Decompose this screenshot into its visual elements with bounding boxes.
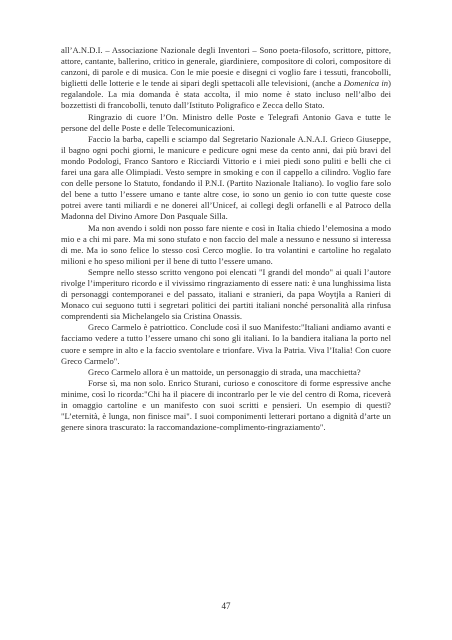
paragraph-text: ) regalandole. La mia domanda è stata accolta, il mio nome è stato incluso nell’albo dei bozzettisti di francobolli, tenuto dall’Istituto Poligrafico e Zecca dello Stato.	[61, 78, 391, 111]
paragraph-text: Faccio la barba, capelli e sciampo dal Segretario Nazionale A.N.A.I. Grieco Giuseppe, il bagno ogni pochi giorni, le manicure e pedicure ogni mese da cento anni, dai più bravi del mondo Podologi, Franco Santoro e Ricciardi Vittorio e i miei piedi sono puliti e belli che ci farei una gara alle Olimpiadi. Vesto sempre in smoking e con il cappello a cilindro. Voglio fare con delle persone lo Statuto, fondando il P.N.I. (Partito Nazionale Italiano). Io voglio fare solo del bene a tutto l’essere umano e tante altre cose, io sono un genio io con tutte queste cose potrei avere tanti miliardi e ne donerei all’Unicef, ai collegi degli orfanelli e al Patroco della Madonna del Divino Amore Don Pasquale Silla.	[61, 133, 391, 222]
paragraph-text: Ma non avendo i soldi non posso fare niente e così in Italia chiedo l’elemosina a modo mio e a chi mi pare. Ma mi sono stufato e non faccio del male a nessuno e nessuno si interessa di me. Ma io sono felice lo stesso così Cerco moglie. Io tra volantini e cartoline ho regalato milioni e ho speso milioni per il bene di tutto l’essere umano.	[61, 222, 391, 266]
paragraph-text: Greco Carmelo allora è un mattoide, un personaggio di strada, una macchietta?	[88, 366, 361, 377]
paragraph	[61, 267, 391, 322]
paragraph-text: Forse sì, ma non solo. Enrico Sturani, curioso e conoscitore di forme espressive anche minime, così lo ricorda:"Chi ha il piacere di incontrarlo per le vie del centro di Roma, riceverà in omaggio cartoline e un manifesto con suoi scritti e pensieri. Un esempio di questi? "L’eternità, è lunga, non finisce mai". I suoi componimenti letterari portano a dignità d’arte un genere sinora trascurato: la raccomandazione-complimento-ringraziamento".	[61, 377, 391, 433]
body-text	[61, 45, 391, 433]
paragraph-text: Greco Carmelo è patriottico. Conclude così il suo Manifesto:"Italiani andiamo avanti e facciamo vedere a tutto l’essere umano chi sono gli italiani. Io la bandiera italiana la porto nel cuore e sempre in alto e la faccio sventolare e trionfare. Viva la Patria. Viva l’Italia! Con cuore Greco Carmelo".	[61, 322, 391, 366]
paragraph-text: Ringrazio di cuore l’On. Ministro delle Poste e Telegrafi Antonio Gava e tutte le persone del delle Poste e delle Telecomunicazioni.	[61, 111, 391, 133]
paragraph	[61, 322, 391, 366]
paragraph	[61, 223, 391, 267]
paragraph	[61, 45, 391, 112]
paragraph	[61, 112, 391, 134]
paragraph	[61, 134, 391, 223]
paragraph-text: all’A.N.D.I. – Associazione Nazionale degli Inventori – Sono poeta-filosofo, scrittore, pittore, attore, cantante, ballerino, critico in generale, giardiniere, compositore di colori, compositore di canzoni, di parole e di musica. Con le mie poesie e disegni ci voglio fare i tessuti, francobolli, biglietti delle lotterie e le tende ai sipari degli spettacoli alle televisioni, (anche a	[61, 45, 392, 89]
page-number: 47	[221, 601, 231, 611]
paragraph	[61, 367, 391, 378]
paragraph-text: Sempre nello stesso scritto vengono poi elencati "I grandi del mondo" ai quali l’autore rivolge l’imperituro ricordo e il vivissimo ringraziamento di essere nati: è una lunghissima lista di personaggi contemporanei e del passato, italiani e stranieri, da papa Woytjła a Ranieri di Monaco cui seguono tutti i segretari politici dei partiti italiani nonché personalità alla rinfusa comprendenti sia Michelangelo sia Cristina Onassis.	[61, 266, 391, 322]
paragraph	[61, 378, 391, 433]
italic-title: Domenica in	[343, 78, 389, 89]
